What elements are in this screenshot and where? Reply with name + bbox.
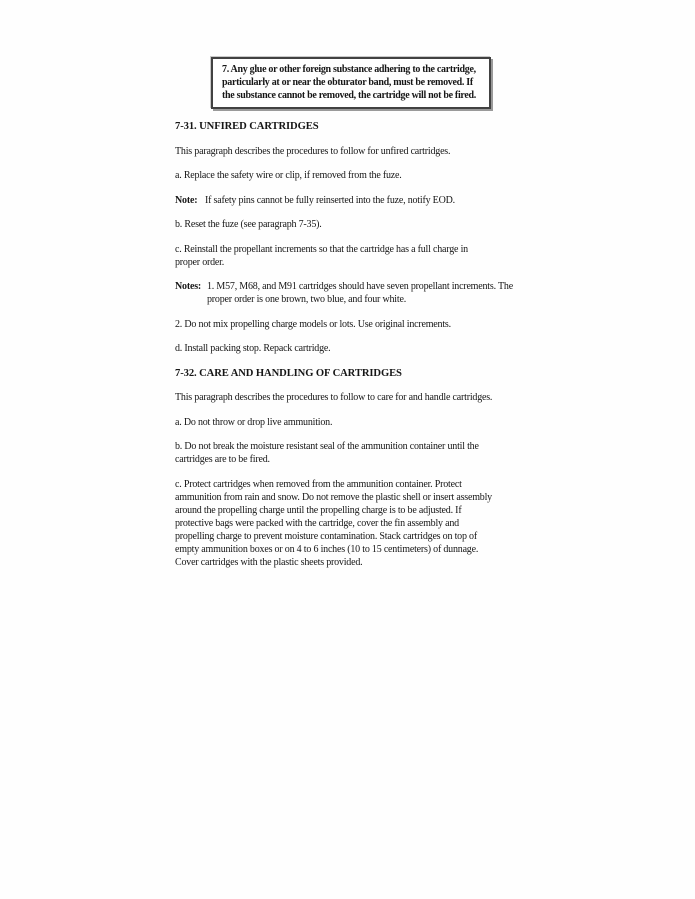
item-7-31-a: a. Replace the safety wire or clip, if removed from the fuze.: [175, 170, 402, 181]
section-heading-7-32: 7-32. CARE AND HANDLING OF CARTRIDGES: [175, 367, 402, 379]
notes-item-2: 2. Do not mix propelling charge models or lots. Use original increments.: [175, 318, 451, 330]
page-content: [175, 57, 525, 580]
note-paragraph: [175, 194, 525, 207]
intro-7-32: This paragraph describes the procedures to follow to care for and handle cartridges.: [175, 392, 493, 403]
intro-7-31: This paragraph describes the procedures to follow for unfired cartridges.: [175, 145, 451, 157]
warning-box-text: 7. Any glue or other foreign substance adhering to the cartridge, particularly at or near the obturator band, must be removed. If the substance cannot be removed, the cartridge will not be fired.: [222, 64, 476, 101]
section-heading-7-31: 7-31. UNFIRED CARTRIDGES: [175, 121, 319, 132]
item-7-31-b: b. Reset the fuze (see paragraph 7-35).: [175, 219, 322, 230]
notes-label: Notes:: [175, 281, 202, 292]
item-7-32-a: a. Do not throw or drop live ammunition.: [175, 416, 333, 428]
warning-box: [211, 57, 491, 109]
note-label: Note:: [175, 194, 198, 206]
item-7-32-b: b. Do not break the moisture resistant seal of the ammunition container until the cartridges are to be fired.: [175, 441, 479, 465]
note-text: If safety pins cannot be fully reinserted into the fuze, notify EOD.: [205, 194, 455, 206]
item-7-32-c: c. Protect cartridges when removed from the ammunition container. Protect ammunition from rain and snow. Do not remove the plastic shell or insert assembly around the propelling charge until the propelling charge is to be adjusted. If protective bags were packed with the cartridge, cover the fin assembly and propelling charge to prevent moisture contamination. Stack cartridges on top of empty ammunition boxes or on 4 to 6 inches (10 to 15 centimeters) of dunnage. Cover cartridges with the plastic sheets provided.: [175, 478, 492, 568]
notes-item-1: 1. M57, M68, and M91 cartridges should have seven propellant increments. The proper order is one brown, two blue, and four white.: [207, 281, 513, 305]
item-7-31-d: d. Install packing stop. Repack cartridge.: [175, 343, 331, 354]
item-7-31-c: c. Reinstall the propellant increments so that the cartridge has a full charge in proper order.: [175, 243, 468, 268]
notes-paragraph: [175, 280, 525, 306]
